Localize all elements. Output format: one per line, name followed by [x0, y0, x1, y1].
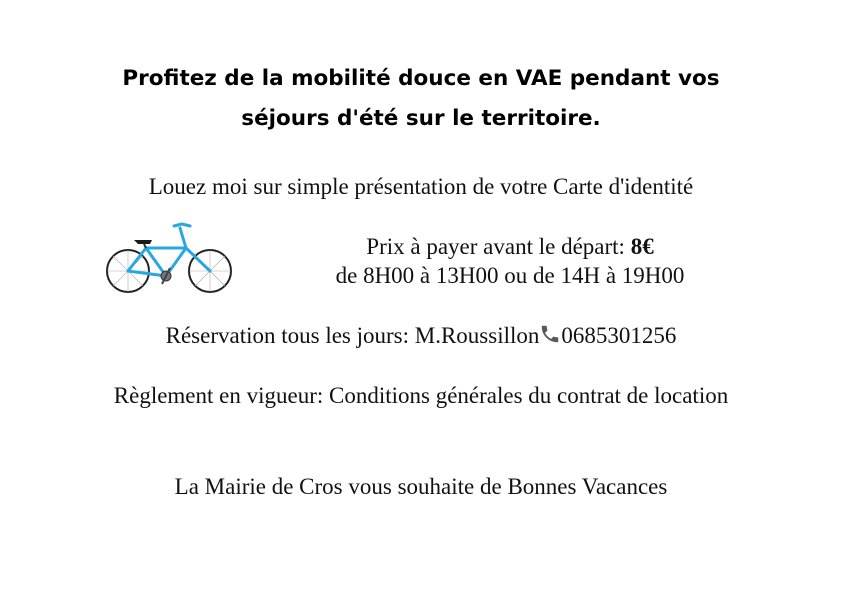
price-label: Prix à payer avant le départ: — [366, 234, 631, 259]
farewell-line: La Mairie de Cros vous souhaite de Bonnes Vacances — [174, 474, 668, 499]
bicycle-icon — [104, 218, 234, 298]
reservation-label: Réservation tous les jours: M.Roussillon — [165, 323, 540, 348]
rental-condition: Louez moi sur simple présentation de votre Carte d'identité — [148, 174, 694, 199]
reservation-line — [0, 322, 842, 350]
price-line — [290, 232, 730, 261]
opening-hours: de 8H00 à 13H00 ou de 14H à 19H00 — [335, 263, 685, 288]
rules-line: Règlement en vigueur: Conditions générales du contrat de location — [113, 383, 729, 408]
phone-icon — [539, 323, 561, 345]
price-block — [290, 232, 730, 290]
headline-line-2: séjours d'été sur le territoire. — [241, 106, 601, 131]
reservation-phone: 0685301256 — [561, 323, 677, 348]
price-amount: 8€ — [630, 234, 654, 259]
headline-line-1: Profitez de la mobilité douce en VAE pendant vos — [122, 66, 720, 91]
headline — [0, 59, 842, 139]
